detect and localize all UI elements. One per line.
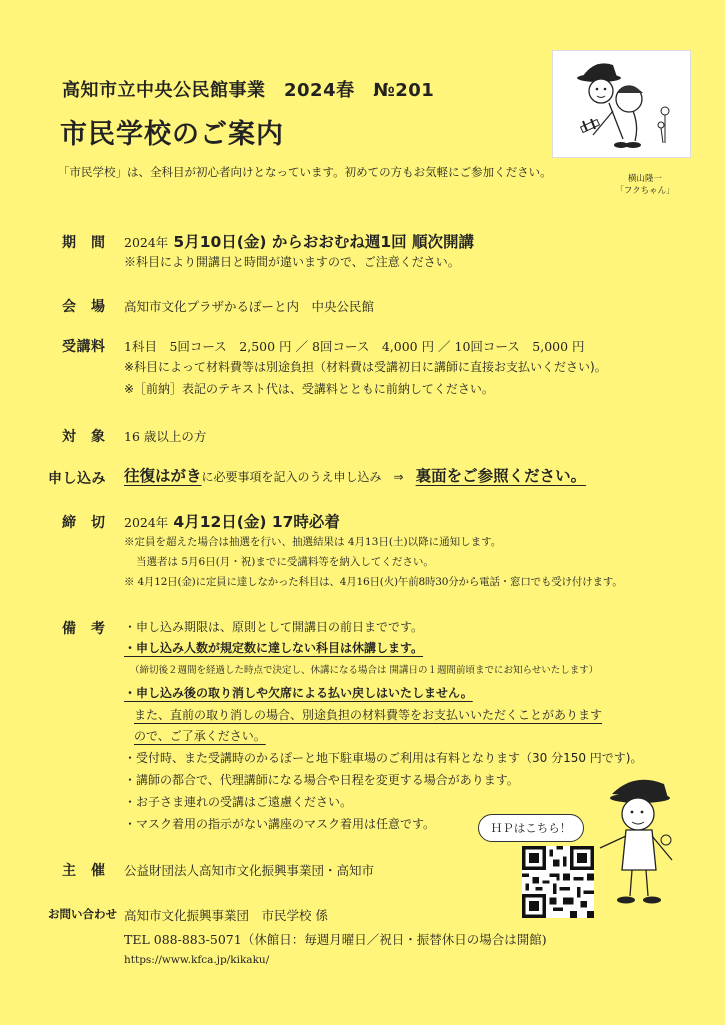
host-label: 主 催: [62, 863, 106, 879]
target-text: 16 歳以上の方: [124, 429, 207, 444]
deadline-note-3: ※ 4月12日(金)に定員に達しなかった科目は、4月16日(火)午前8時30分から電話・窓口でも受け付けます。: [124, 576, 623, 588]
contact-tel: TEL 088-883-5071（休館日：毎週月曜日／祝日・振替休日の場合は開館): [124, 932, 547, 947]
remarks-line-3: （締切後２週間を経過した時点で決定し、休講になる場合は 開講日の１週間前頃までにお知らせいたします）: [130, 665, 599, 676]
period-value: [124, 230, 474, 252]
remarks-line-10: ・マスク着用の指示がない講座のマスク着用は任意です。: [124, 817, 436, 831]
contact-label: お問い合わせ: [48, 907, 117, 921]
fee-note-2: ※［前納］表記のテキスト代は、受講料とともに前納してください。: [124, 382, 494, 396]
apply-label: 申し込み: [48, 471, 106, 487]
boy-illustration: [594, 770, 694, 910]
period-main: 5月10日(金) からおおむね週1回 順次開講: [173, 233, 475, 251]
apply-postcard: 往復はがき: [124, 467, 202, 485]
intro-text: 「市民学校」は、全科目が初心者向けとなっています。初めての方もお気軽にご参加ください。: [58, 165, 552, 179]
fee-note-1: ※科目によって材料費等は別途負担（材料費は受講初日に講師に直接お支払いください)。: [124, 360, 607, 374]
period-note: ※科目により開講日と時間が違いますので、ご注意ください。: [124, 255, 460, 269]
remarks-line-4: ・申し込み後の取り消しや欠席による払い戻しはいたしません。: [124, 686, 473, 700]
header-subtitle: 高知市立中央公民館事業 2024春 №201: [62, 80, 435, 101]
apply-instruction: に必要事項を記入のうえ申し込み ⇒: [201, 470, 416, 484]
remarks-line-9: ・お子さま連れの受講はご遠慮ください。: [124, 795, 353, 809]
deadline-value: [124, 510, 340, 532]
credit-character: 「フクちゃん」: [615, 186, 675, 196]
period-year: 2024年: [124, 235, 169, 250]
apply-text: [124, 464, 586, 486]
venue-text: 高知市文化プラザかるぽーと内 中央公民館: [124, 299, 375, 314]
credit-author: 横山隆一: [627, 174, 662, 184]
deadline-year: 2024年: [124, 515, 169, 530]
remarks-line-7: ・受付時、また受講時のかるぽーと地下駐車場のご利用は有料となります（30 分150 円です)。: [124, 751, 643, 765]
period-label: 期 間: [62, 235, 106, 251]
page-title: 市民学校のご案内: [60, 119, 284, 150]
remarks-line-2: ・申し込み人数が規定数に達しない科目は休講します。: [124, 641, 424, 655]
remarks-label: 備 考: [62, 621, 106, 637]
qr-code[interactable]: [522, 846, 594, 918]
fukuchan-illustration: [552, 50, 691, 158]
qr-code-image: [522, 846, 594, 918]
contact-org: 高知市文化振興事業団 市民学校 係: [124, 908, 328, 923]
apply-see-back: 裏面をご参照ください。: [415, 467, 587, 485]
remarks-line-1: ・申し込み期限は、原則として開講日の前日までです。: [124, 620, 424, 634]
boy-drawing: [594, 770, 694, 910]
deadline-note-1: ※定員を超えた場合は抽選を行い、抽選結果は 4月13日(土)以降に通知します。: [124, 536, 502, 548]
deadline-note-2: 当選者は 5月6日(月・祝)までに受講料等を納入してください。: [136, 556, 434, 568]
fukuchan-drawing: [553, 51, 690, 157]
fee-text: 1科目 5回コース 2,500 円 ／ 8回コース 4,000 円 ／ 10回コース 5,000 円: [124, 339, 585, 354]
illustration-credit: [600, 173, 690, 197]
venue-label: 会 場: [62, 299, 106, 315]
remarks-line-5: また、直前の取り消しの場合、別途負担の材料費等をお支払いいただくことがあります: [134, 708, 603, 722]
host-text: 公益財団法人高知市文化振興事業団・高知市: [124, 863, 375, 878]
remarks-line-8: ・講師の都合で、代理講師になる場合や日程を変更する場合があります。: [124, 773, 519, 787]
fee-label: 受講料: [62, 339, 106, 355]
remarks-line-6: ので、ご了承ください。: [134, 729, 266, 743]
target-label: 対 象: [62, 429, 106, 445]
contact-url[interactable]: https://www.kfca.jp/kikaku/: [124, 954, 270, 966]
hp-speech-bubble: ＨＰはこちら！: [478, 814, 584, 842]
deadline-main: 4月12日(金) 17時必着: [173, 513, 340, 531]
deadline-label: 締 切: [62, 515, 106, 531]
